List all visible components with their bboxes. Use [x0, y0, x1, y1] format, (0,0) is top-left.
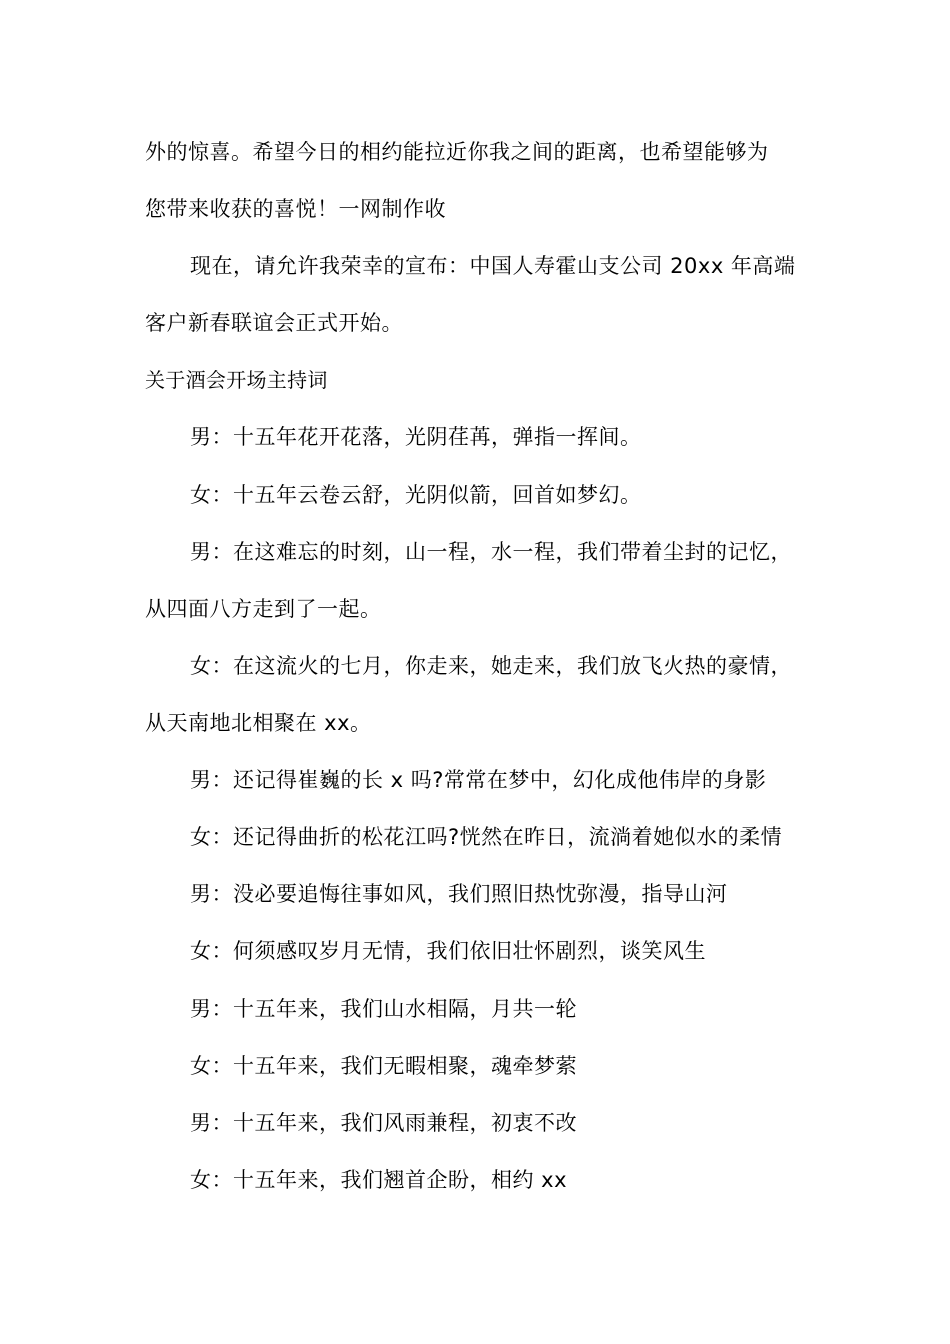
paragraph-line: 外的惊喜。希望今日的相约能拉近你我之间的距离，也希望能够为: [145, 140, 769, 164]
dialogue-line: 女：在这流火的七月，你走来，她走来，我们放飞火热的豪情，: [190, 654, 792, 678]
dialogue-line: 从四面八方走到了一起。: [145, 597, 382, 621]
dialogue-line: 男：在这难忘的时刻，山一程，水一程，我们带着尘封的记忆，: [190, 540, 792, 564]
dialogue-line: 女：十五年云卷云舒，光阴似箭，回首如梦幻。: [190, 483, 642, 507]
dialogue-line: 男：十五年来，我们风雨兼程，初衷不改: [190, 1111, 577, 1135]
dialogue-line: 男：还记得崔巍的长 x 吗?常常在梦中，幻化成他伟岸的身影: [190, 768, 767, 792]
dialogue-line: 女：十五年来，我们无暇相聚，魂牵梦萦: [190, 1054, 577, 1078]
paragraph-line: 现在，请允许我荣幸的宣布：中国人寿霍山支公司 20xx 年高端: [190, 254, 796, 278]
paragraph-line: 客户新春联谊会正式开始。: [145, 311, 403, 335]
dialogue-line: 女：何须感叹岁月无情，我们依旧壮怀剧烈，谈笑风生: [190, 939, 706, 963]
section-heading: 关于酒会开场主持词: [145, 368, 328, 392]
dialogue-line: 从天南地北相聚在 xx。: [145, 711, 372, 735]
dialogue-line: 男：十五年来，我们山水相隔，月共一轮: [190, 997, 577, 1021]
dialogue-line: 男：十五年花开花落，光阴荏苒，弹指一挥间。: [190, 425, 642, 449]
dialogue-line: 女：十五年来，我们翘首企盼，相约 xx: [190, 1168, 568, 1192]
paragraph-line: 您带来收获的喜悦！一网制作收: [145, 197, 446, 221]
dialogue-line: 女：还记得曲折的松花江吗?恍然在昨日，流淌着她似水的柔情: [190, 825, 783, 849]
dialogue-line: 男：没必要追悔往事如风，我们照旧热忱弥漫，指导山河: [190, 882, 728, 906]
